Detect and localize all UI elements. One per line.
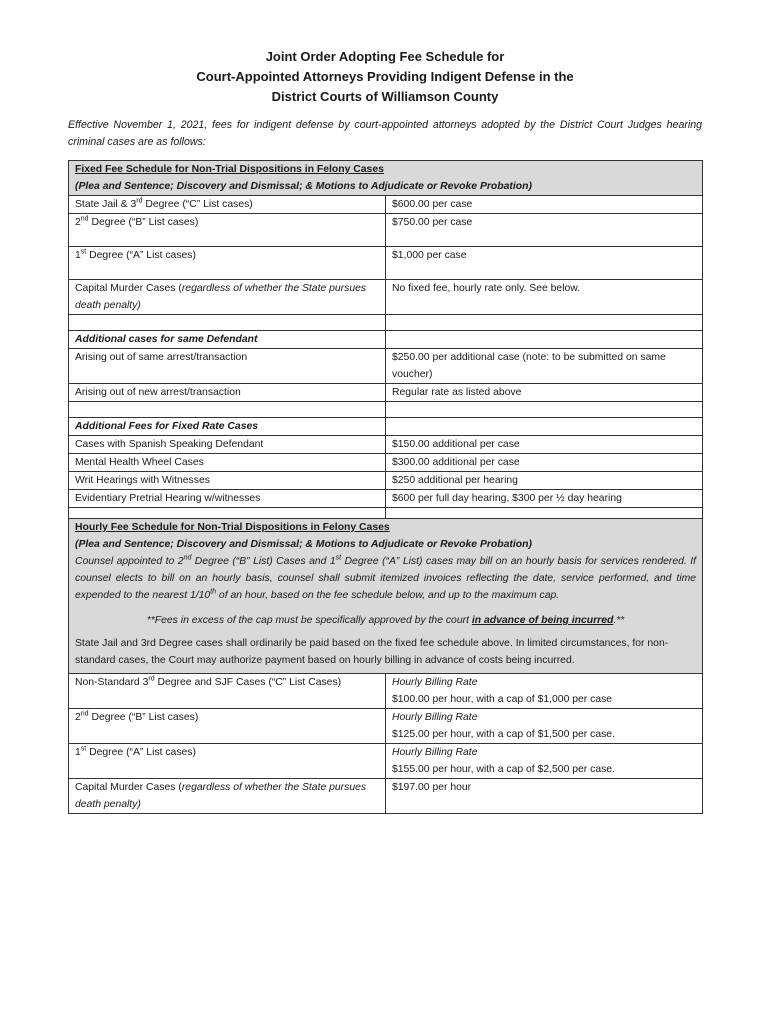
additional-cases-heading: Additional cases for same Defendant <box>69 331 386 349</box>
fixed-row-fee: $750.00 per case <box>386 214 703 247</box>
fixed-fee-subheading: (Plea and Sentence; Discovery and Dismissal; & Motions to Adjudicate or Revoke Probation) <box>75 181 532 192</box>
hourly-row-label: 1st Degree (“A” List cases) <box>69 744 386 779</box>
hourly-row-rate: Hourly Billing Rate $100.00 per hour, with a cap of $1,000 per case <box>386 674 703 709</box>
additional-fee-label: Evidentiary Pretrial Hearing w/witnesses <box>69 490 386 508</box>
capital-murder-fee: No fixed fee, hourly rate only. See below. <box>386 280 703 315</box>
additional-fee-label: Writ Hearings with Witnesses <box>69 472 386 490</box>
fixed-fee-table <box>68 160 703 524</box>
hourly-row-label: 2nd Degree (“B” List cases) <box>69 709 386 744</box>
fixed-row-label: 1st Degree (“A” List cases) <box>69 247 386 280</box>
title-line-2: Court-Appointed Attorneys Providing Indigent Defense in the <box>196 69 574 84</box>
state-jail-paragraph: State Jail and 3rd Degree cases shall ordinarily be paid based on the fixed fee schedule above. In limited circumstances, for non-standard cases, the Court may authorize payment based on hourly billing in advance of costs being incurred. <box>75 638 669 666</box>
hourly-fee-heading: Hourly Fee Schedule for Non-Trial Dispositions in Felony Cases <box>75 522 390 533</box>
fixed-fee-heading: Fixed Fee Schedule for Non-Trial Dispositions in Felony Cases <box>75 164 384 175</box>
additional-fee-value: $300.00 additional per case <box>386 454 703 472</box>
intro-paragraph: Effective November 1, 2021, fees for indigent defense by court-appointed attorneys adopted by the District Court Judges hearing criminal cases are as follows: <box>68 119 702 148</box>
hourly-row-label: Non-Standard 3rd Degree and SJF Cases (“C” List Cases) <box>69 674 386 709</box>
cap-approval-note: **Fees in excess of the cap must be specifically approved by the court in advance of being incurred.** <box>146 615 625 626</box>
additional-fee-label: Cases with Spanish Speaking Defendant <box>69 436 386 454</box>
title-line-3: District Courts of Williamson County <box>271 89 499 104</box>
additional-fee-value: $150.00 additional per case <box>386 436 703 454</box>
capital-murder-label: Capital Murder Cases (regardless of whether the State pursues death penalty) <box>69 280 386 315</box>
additional-case-label: Arising out of same arrest/transaction <box>69 349 386 384</box>
hourly-capital-rate: $197.00 per hour <box>386 779 703 814</box>
additional-case-label: Arising out of new arrest/transaction <box>69 384 386 402</box>
hourly-fee-subheading: (Plea and Sentence; Discovery and Dismissal; & Motions to Adjudicate or Revoke Probation) <box>75 539 532 550</box>
document-title <box>0 47 770 107</box>
hourly-fee-description: Counsel appointed to 2nd Degree (“B” List) Cases and 1st Degree (“A” List) cases may bill on an hourly basis for services rendered. If counsel elects to bill on an hourly basis, counsel shall submit itemized invoices reflecting the date, service performed, and time expended to the nearest 1/10th of an hour, based on the fee schedule below, and up to the maximum cap. <box>75 554 697 601</box>
hourly-fee-header <box>69 519 703 674</box>
fixed-row-label: State Jail & 3rd Degree (“C” List cases) <box>69 196 386 214</box>
fixed-row-fee: $600.00 per case <box>386 196 703 214</box>
hourly-row-rate: Hourly Billing Rate $125.00 per hour, with a cap of $1,500 per case. <box>386 709 703 744</box>
additional-fee-label: Mental Health Wheel Cases <box>69 454 386 472</box>
additional-case-fee: $250.00 per additional case (note: to be submitted on same voucher) <box>386 349 703 384</box>
hourly-fee-table <box>68 518 703 814</box>
additional-fees-heading: Additional Fees for Fixed Rate Cases <box>69 418 386 436</box>
hourly-capital-label: Capital Murder Cases (regardless of whether the State pursues death penalty) <box>69 779 386 814</box>
fixed-row-fee: $1,000 per case <box>386 247 703 280</box>
hourly-row-rate: Hourly Billing Rate $155.00 per hour, with a cap of $2,500 per case. <box>386 744 703 779</box>
additional-fee-value: $600 per full day hearing, $300 per ½ day hearing <box>386 490 703 508</box>
title-line-1: Joint Order Adopting Fee Schedule for <box>265 49 505 64</box>
additional-case-fee: Regular rate as listed above <box>386 384 703 402</box>
fixed-fee-header <box>69 161 703 196</box>
additional-fee-value: $250 additional per hearing <box>386 472 703 490</box>
fixed-row-label: 2nd Degree (“B” List cases) <box>69 214 386 247</box>
